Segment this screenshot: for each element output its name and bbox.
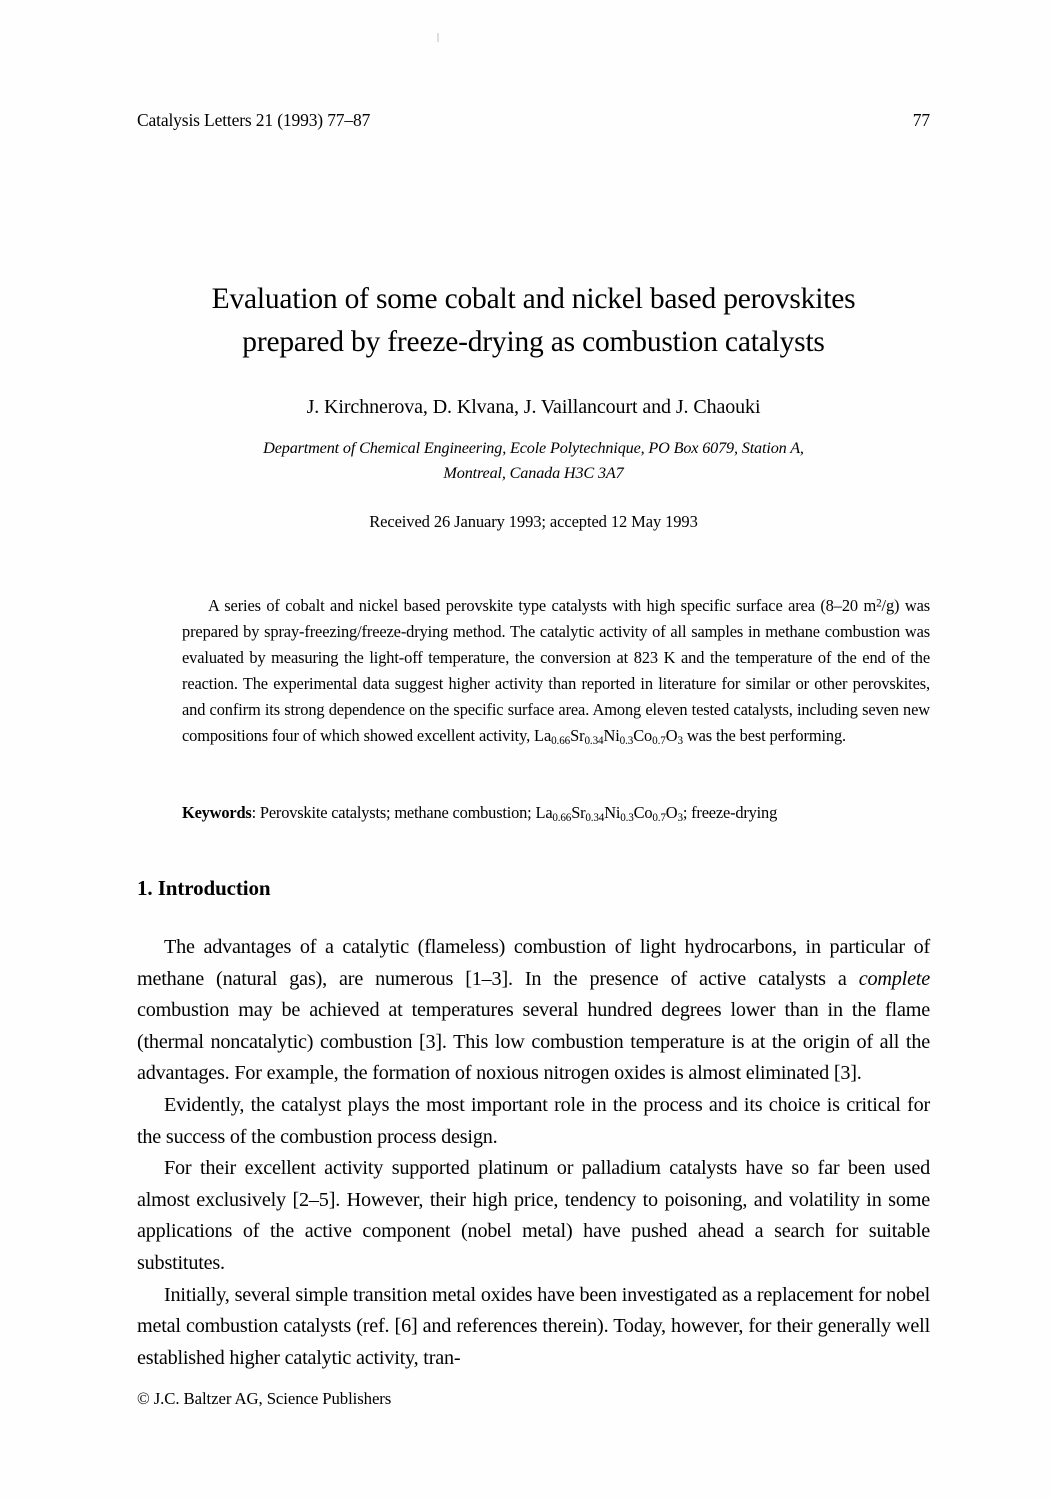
keywords-text-after: ; freeze-drying (682, 803, 778, 822)
abstract-formula-el-ni: Ni (603, 726, 620, 746)
affiliation-line-1: Department of Chemical Engineering, Ecole Polytechnique, PO Box 6079, Station A, (263, 439, 804, 457)
affiliation-line-2: Montreal, Canada H3C 3A7 (443, 464, 624, 482)
paragraph-1-part-b: combustion may be achieved at temperatures several hundred degrees lower than in the flame (thermal noncatalytic) combustion [3]. This low combustion temperature is at the origin of all the advantages. For example, the formation of noxious nitrogen oxides is almost eliminated [3]. (137, 999, 930, 1085)
keywords-formula-o: O (665, 803, 678, 822)
running-head (137, 110, 930, 131)
keywords-formula-sub-la: 0.66 (552, 812, 572, 825)
received-accepted-dates: Received 26 January 1993; accepted 12 May 1993 (369, 512, 698, 531)
abstract-formula-sub-ni: 0.3 (619, 735, 634, 748)
abstract-text-part-3: was the best performing. (682, 726, 847, 746)
title-line-1: Evaluation of some cobalt and nickel based perovskites (211, 283, 856, 315)
publisher-copyright: © J.C. Baltzer AG, Science Publishers (137, 1389, 392, 1408)
article-title (137, 278, 930, 364)
author-list: J. Kirchnerova, D. Klvana, J. Vaillancourt and J. Chaouki (306, 396, 761, 418)
keywords-formula-sub-o: 3 (677, 812, 683, 825)
affiliation (137, 436, 930, 486)
keywords-formula-sr: Sr (571, 803, 586, 822)
title-line-2: prepared by freeze-drying as combustion catalysts (242, 326, 825, 358)
abstract-text-part-2: /g) was prepared by spray-freezing/freeze-drying method. The catalytic activity of all samples in methane combustion was evaluated by measuring the light-off temperature, the conversion at 823 K and the temperature of the end of the reaction. The experimental data suggest higher activity than reported in literature for similar or other perovskites, and confirm its strong dependence on the specific surface area. Among eleven tested catalysts, including seven new compositions four of which showed excellent activity, La (182, 596, 930, 746)
keywords-formula-sub-ni: 0.3 (620, 812, 634, 825)
paragraph-3: For their excellent activity supported platinum or palladium catalysts have so far been used almost exclusively [2–5]. However, their high price, tendency to poisoning, and volatility in some applications of the active component (nobel metal) have pushed ahead a search for suitable substitutes. (137, 1157, 930, 1274)
journal-reference: Catalysis Letters 21 (1993) 77–87 (137, 110, 371, 130)
keywords-text-before: Perovskite catalysts; methane combustion; (259, 803, 536, 822)
keywords-formula-co: Co (633, 803, 653, 822)
paragraph-2: Evidently, the catalyst plays the most important role in the process and its choice is critical for the success of the combustion process design. (137, 1093, 930, 1148)
keywords-formula-sub-sr: 0.34 (585, 812, 605, 825)
body-text (137, 932, 930, 1374)
keywords-label: Keywords (182, 803, 252, 822)
keywords-formula-sub-co: 0.7 (652, 812, 666, 825)
abstract-formula-sub-co: 0.7 (652, 735, 666, 748)
keywords-formula-ni: Ni (604, 803, 621, 822)
abstract-text-part-1: A series of cobalt and nickel based perovskite type catalysts with high specific surface area (8–20 m (208, 596, 877, 615)
paragraph-4: Initially, several simple transition metal oxides have been investigated as a replacement for nobel metal combustion catalysts (ref. [6] and references therein). Today, however, for their generally well established higher catalytic activity, tran- (137, 1283, 930, 1369)
keywords-formula-la: La (535, 803, 553, 822)
paragraph-1 (137, 932, 930, 1090)
paragraph-1-part-a: The advantages of a catalytic (flameless) combustion of light hydrocarbons, in particular of methane (natural gas), are numerous [1–3]. In the presence of active catalysts a (137, 936, 930, 990)
abstract-formula-el-o: O (665, 726, 678, 746)
abstract-formula-sub-sr: 0.34 (584, 735, 604, 748)
section-heading-introduction: 1. Introduction (137, 876, 271, 900)
paragraph-1-emphasis-complete: complete (858, 967, 930, 990)
abstract-formula-el-co: Co (633, 726, 653, 746)
abstract-formula-sub-o: 3 (677, 735, 683, 748)
abstract-superscript-area: 2 (876, 597, 882, 610)
abstract-formula-el-sr: Sr (570, 726, 585, 746)
keywords-separator: : (251, 803, 260, 822)
abstract-formula-sub-la: 0.66 (551, 735, 571, 748)
scan-artifact-speck (437, 33, 439, 42)
keywords-line (182, 800, 930, 826)
page-number: 77 (912, 110, 930, 130)
abstract (182, 593, 930, 750)
